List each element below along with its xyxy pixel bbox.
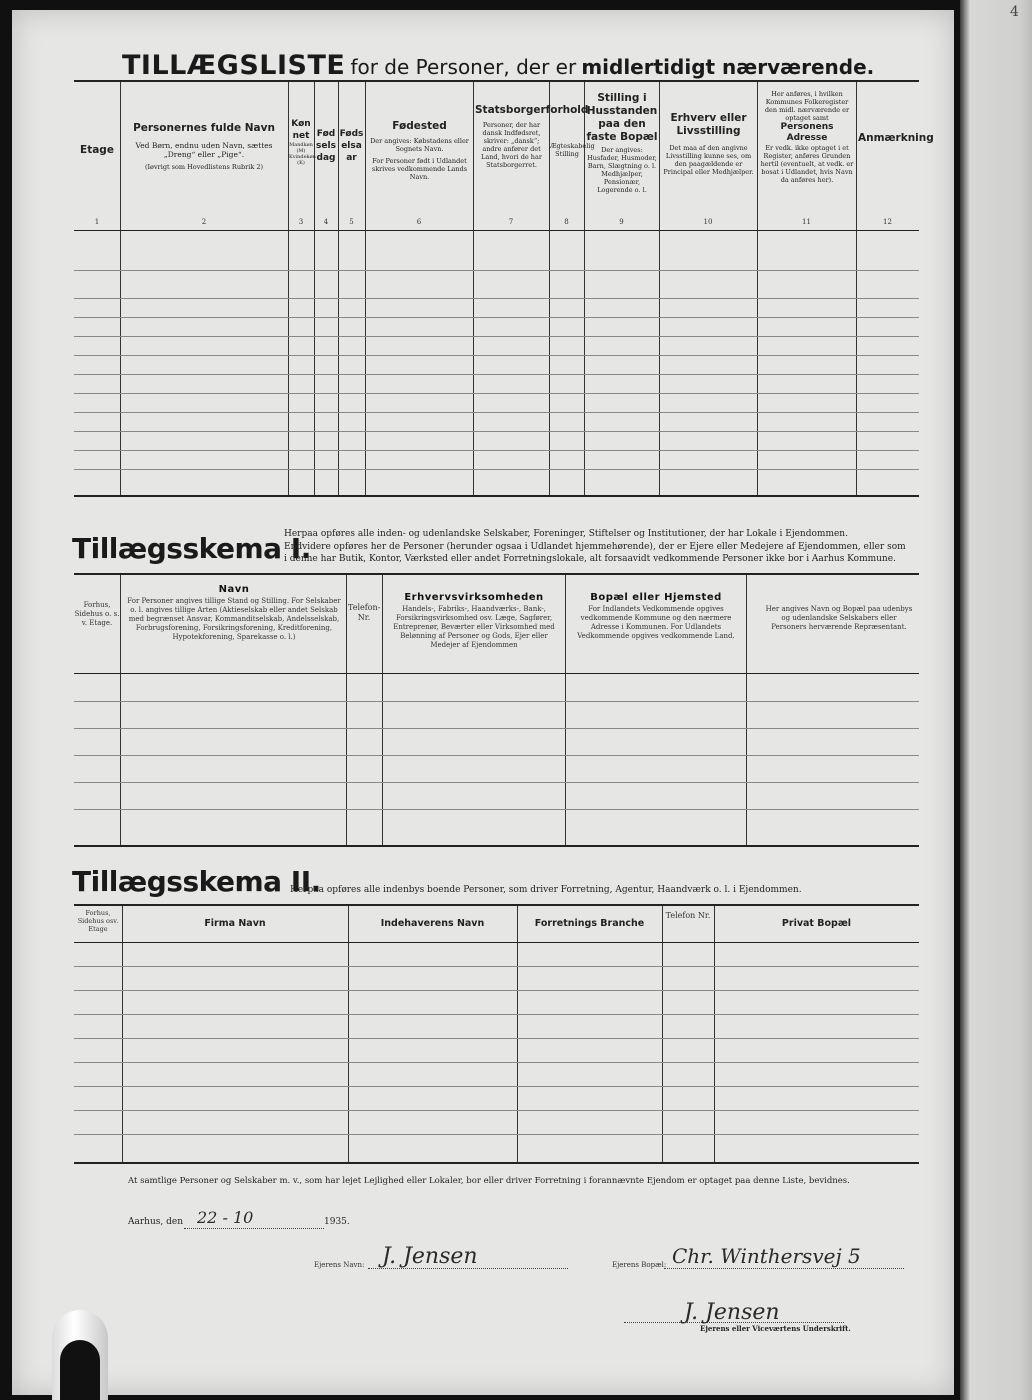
footer-statement: At samtlige Personer og Selskaber m. v., som har lejet Lejlighed eller Lokaler, bor eller driver Forretning i forannævnte Ejendom er optaget paa denne Liste, bevidnes. [128,1176,850,1186]
col-number: 8 [564,218,569,226]
col-sex-header: Kønnet Mandkøn (M) Kvindekøn (K) [289,119,316,166]
owner-address-line [664,1268,904,1269]
skema2-col-branch: Forretnings Branche [534,918,645,929]
page-edge [960,0,1032,1400]
col-number: 4 [323,218,329,226]
col-number: 11 [802,218,811,226]
footer-place: Aarhus, den [128,1217,183,1227]
date-handwritten: 22 - 10 [197,1208,254,1227]
footer-year: 1935. [324,1217,350,1227]
signature-handwritten: J. Jensen [684,1300,780,1325]
skema1-text [284,528,912,566]
skema2-col-address: Privat Bopæl [781,918,852,929]
skema2-col-etage: Forhus, Sidehus osv. Etage [77,909,119,933]
form-page [12,10,954,1395]
title-bold: midlertidigt nærværende. [581,55,875,79]
page-title [122,50,874,81]
skema1-text-line: Endvidere opføres her de Personer (herunder ogsaa i Udlandet hjemmehørende), der er Ejere eller Medejere af Ejendommen, eller som [284,541,906,552]
skema2-title: Tillægsskema II. [72,865,321,898]
owner-address-handwritten: Chr. Winthersvej 5 [672,1244,861,1268]
skema2-text: Herpaa opføres alle indenbys boende Personer, som driver Forretning, Agentur, Haandværk o. l. i Ejendommen. [290,885,802,895]
skema1-col-representative: Her angives Navn og Bopæl paa udenbys og udenlandske Selskabers eller Personers herværende Repræsentant. [765,605,913,631]
col-number: 7 [508,218,514,226]
col-remarks-header: Anmærkning [858,132,934,144]
col-occupation-header: Erhverv eller Livsstilling Det maa af den angivne Livsstilling kunne ses, om den paagældende er Principal eller Medhjælper. [663,112,754,176]
skema1-text-line: i denne har Butik, Kontor, Værksted eller andet Forretningslokale, alt forsaavidt vedkommende Personer ikke bor i Aarhus Kommune. [284,554,896,564]
owner-address-label: Ejerens Bopæl: [612,1261,667,1269]
skema2-table [74,904,919,1164]
binder-ring [60,1340,100,1400]
col-birthplace-header: Fødested Der angives: Købstadens eller Sognets Navn. For Personer født i Udlandet skrives vedkommende Lands Navn. [370,120,469,181]
signature-label: Ejerens eller Viceværtens Underskrift. [700,1324,851,1333]
skema2-col-owner: Indehaverens Navn [380,918,485,929]
col-etage-header: Etage [80,144,114,156]
col-number: 12 [883,218,892,226]
owner-name-label: Ejerens Navn: [314,1261,365,1269]
main-table [74,80,934,497]
skema2-col-phone: Telefon Nr. [665,911,711,920]
skema1-col-name: Navn For Personer angives tillige Stand og Stilling. For Selskaber o. l. angives tillige Arten (Aktieselskab eller andet Selskab med begrænset Ansvar, Kommanditselskab, Andelsselskab, Forbrugsforening, Forsikringsforening, Kreditforening, Hypotekforening, Sparekasse o. l.) [127,584,341,641]
skema1-table [74,573,919,847]
skema1-col-residence: Bopæl eller Hjemsted For Indlandets Vedkommende opgives vedkommende Kommune og den nærmere Adresse i Kommunen. For Udlandets Vedkommende opgives vedkommende Land. [577,592,735,640]
col-number: 9 [619,218,624,226]
col-number: 2 [201,218,207,226]
col-marital-header: Ægteskabelig Stilling [550,142,595,158]
title-rest: for de Personer, der er [350,55,577,79]
col-number: 6 [416,218,422,226]
col-household-header: Stilling i Husstanden paa den faste Bopæl Der angives: Husfader, Husmoder, Barn, Slægtning o. l. Medhjælper, Pensionær, Logerende o. l. [586,92,658,194]
col-birthday-header: Fødselsdag [316,129,336,163]
col-number: 1 [94,218,100,226]
col-citizenship-header: Statsborgerforhold Personer, der har dansk Indfødsret, skriver: „dansk“; andre anfører det Land, hvori de har Statsborgerret. [475,104,589,169]
col-number: 5 [349,218,354,226]
skema1-title: Tillægsskema I. [72,532,311,565]
skema1-text-line: Herpaa opføres alle inden- og udenlandske Selskaber, Foreninger, Stiftelser og Institutioner, der har Lokale i Ejendommen. [284,529,848,539]
owner-name-handwritten: J. Jensen [382,1244,478,1269]
title-main: TILLÆGSLISTE [122,50,346,81]
col-number: 3 [298,218,304,226]
skema1-col-etage: Forhus, Sidehus o. s. v. Etage. [74,601,120,627]
col-number: 10 [703,218,713,226]
edge-mark: 4 [1010,4,1019,20]
skema2-col-firm: Firma Navn [204,918,266,929]
skema1-col-business: Erhvervsvirksomheden Handels-, Fabriks-, Haandværks-, Bank-, Forsikringsvirksomhed osv. Læge, Sagfører, Entreprenør, Beværter eller Virksomhed med Belønning af Personer og Gods, Ejer eller Medejer af Ejendommen [393,592,555,649]
col-birthyear-header: Fødselsaar [339,129,364,163]
col-register-header: Her anføres, i hvilken Kommunes Folkeregister den midl. nærværende er optaget samt Personens Adresse Er vedk. ikke optaget i et Register, anføres Grunden hertil (eventuelt, at vedk. er bosat i Udlandet, hvis Navn da anføres her). [760,90,854,184]
date-line [184,1228,324,1229]
skema1-col-phone: Telefon-Nr. [348,603,381,622]
col-name-header: Personernes fulde Navn Ved Børn, endnu uden Navn, sættes „Dreng“ eller „Pige“. (Iøvrigt som Hovedlistens Rubrik 2) [133,122,275,171]
